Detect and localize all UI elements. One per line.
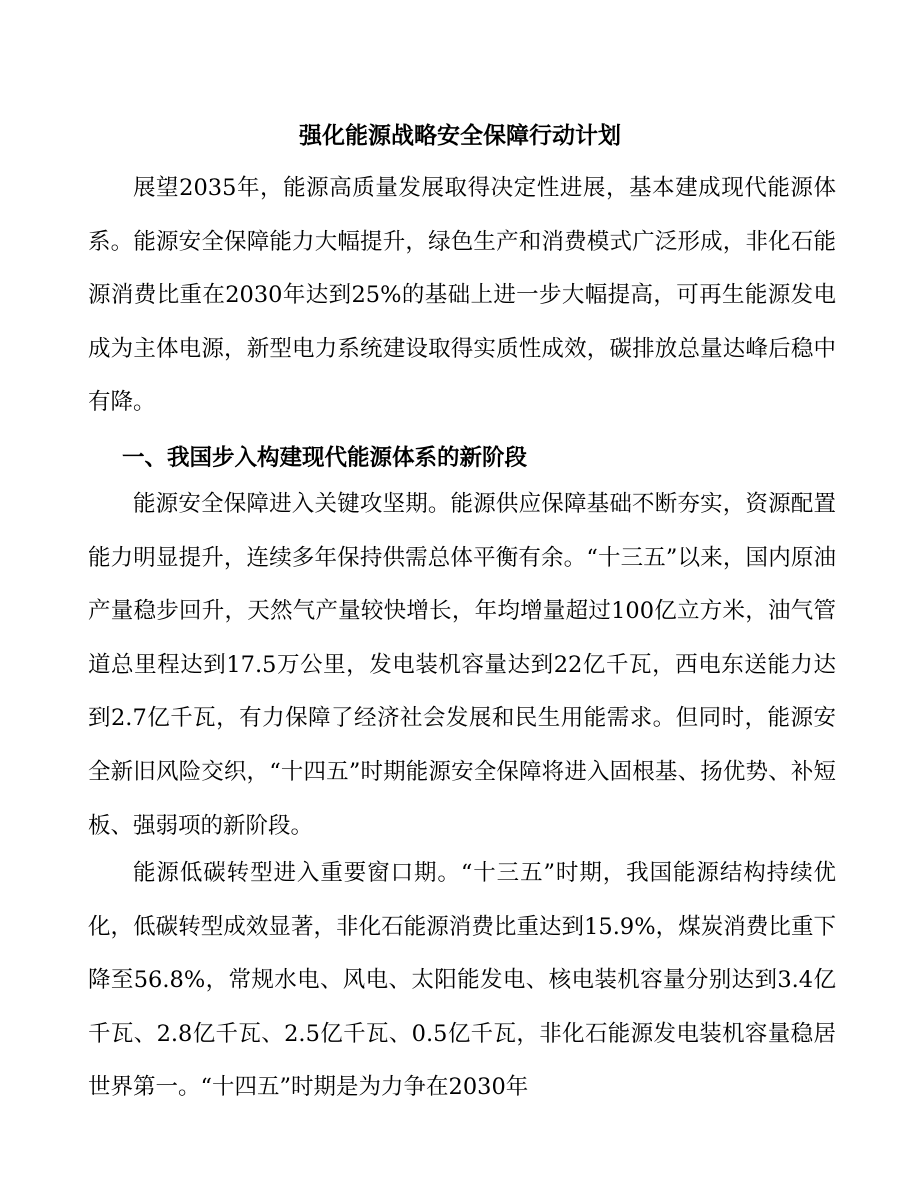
section-heading: 一、我国步入构建现代能源体系的新阶段 [122,445,528,471]
body-paragraph-1: 能源安全保障进入关键攻坚期。能源供应保障基础不断夯实，资源配置能力明显提升，连续多年保持供需总体平衡有余。“十三五”以来，国内原油产量稳步回升，天然气产量较快增长，年均增量超过100亿立方米，油气管道总里程达到17.5万公里，发电装机容量达到22亿千瓦，西电东送能力达到2.7亿千瓦，有力保障了经济社会发展和民生用能需求。但同时，能源安全新旧风险交织，“十四五”时期能源安全保障将进入固根基、扬优势、补短板、强弱项的新阶段。 [88,491,836,839]
intro-paragraph: 展望2035年，能源高质量发展取得决定性进展，基本建成现代能源体系。能源安全保障能力大幅提升，绿色生产和消费模式广泛形成，非化石能源消费比重在2030年达到25%的基础上进一步大幅提高，可再生能源发电成为主体电源，新型电力系统建设取得实质性成效，碳排放总量达峰后稳中有降。 [88,175,836,416]
body-paragraph-2: 能源低碳转型进入重要窗口期。“十三五”时期，我国能源结构持续优化，低碳转型成效显著，非化石能源消费比重达到15.9%，煤炭消费比重下降至56.8%，常规水电、风电、太阳能发电、核电装机容量分别达到3.4亿千瓦、2.8亿千瓦、2.5亿千瓦、0.5亿千瓦，非化石能源发电装机容量稳居世界第一。“十四五”时期是为力争在2030年 [88,860,836,1101]
document-title: 强化能源战略安全保障行动计划 [299,122,621,149]
